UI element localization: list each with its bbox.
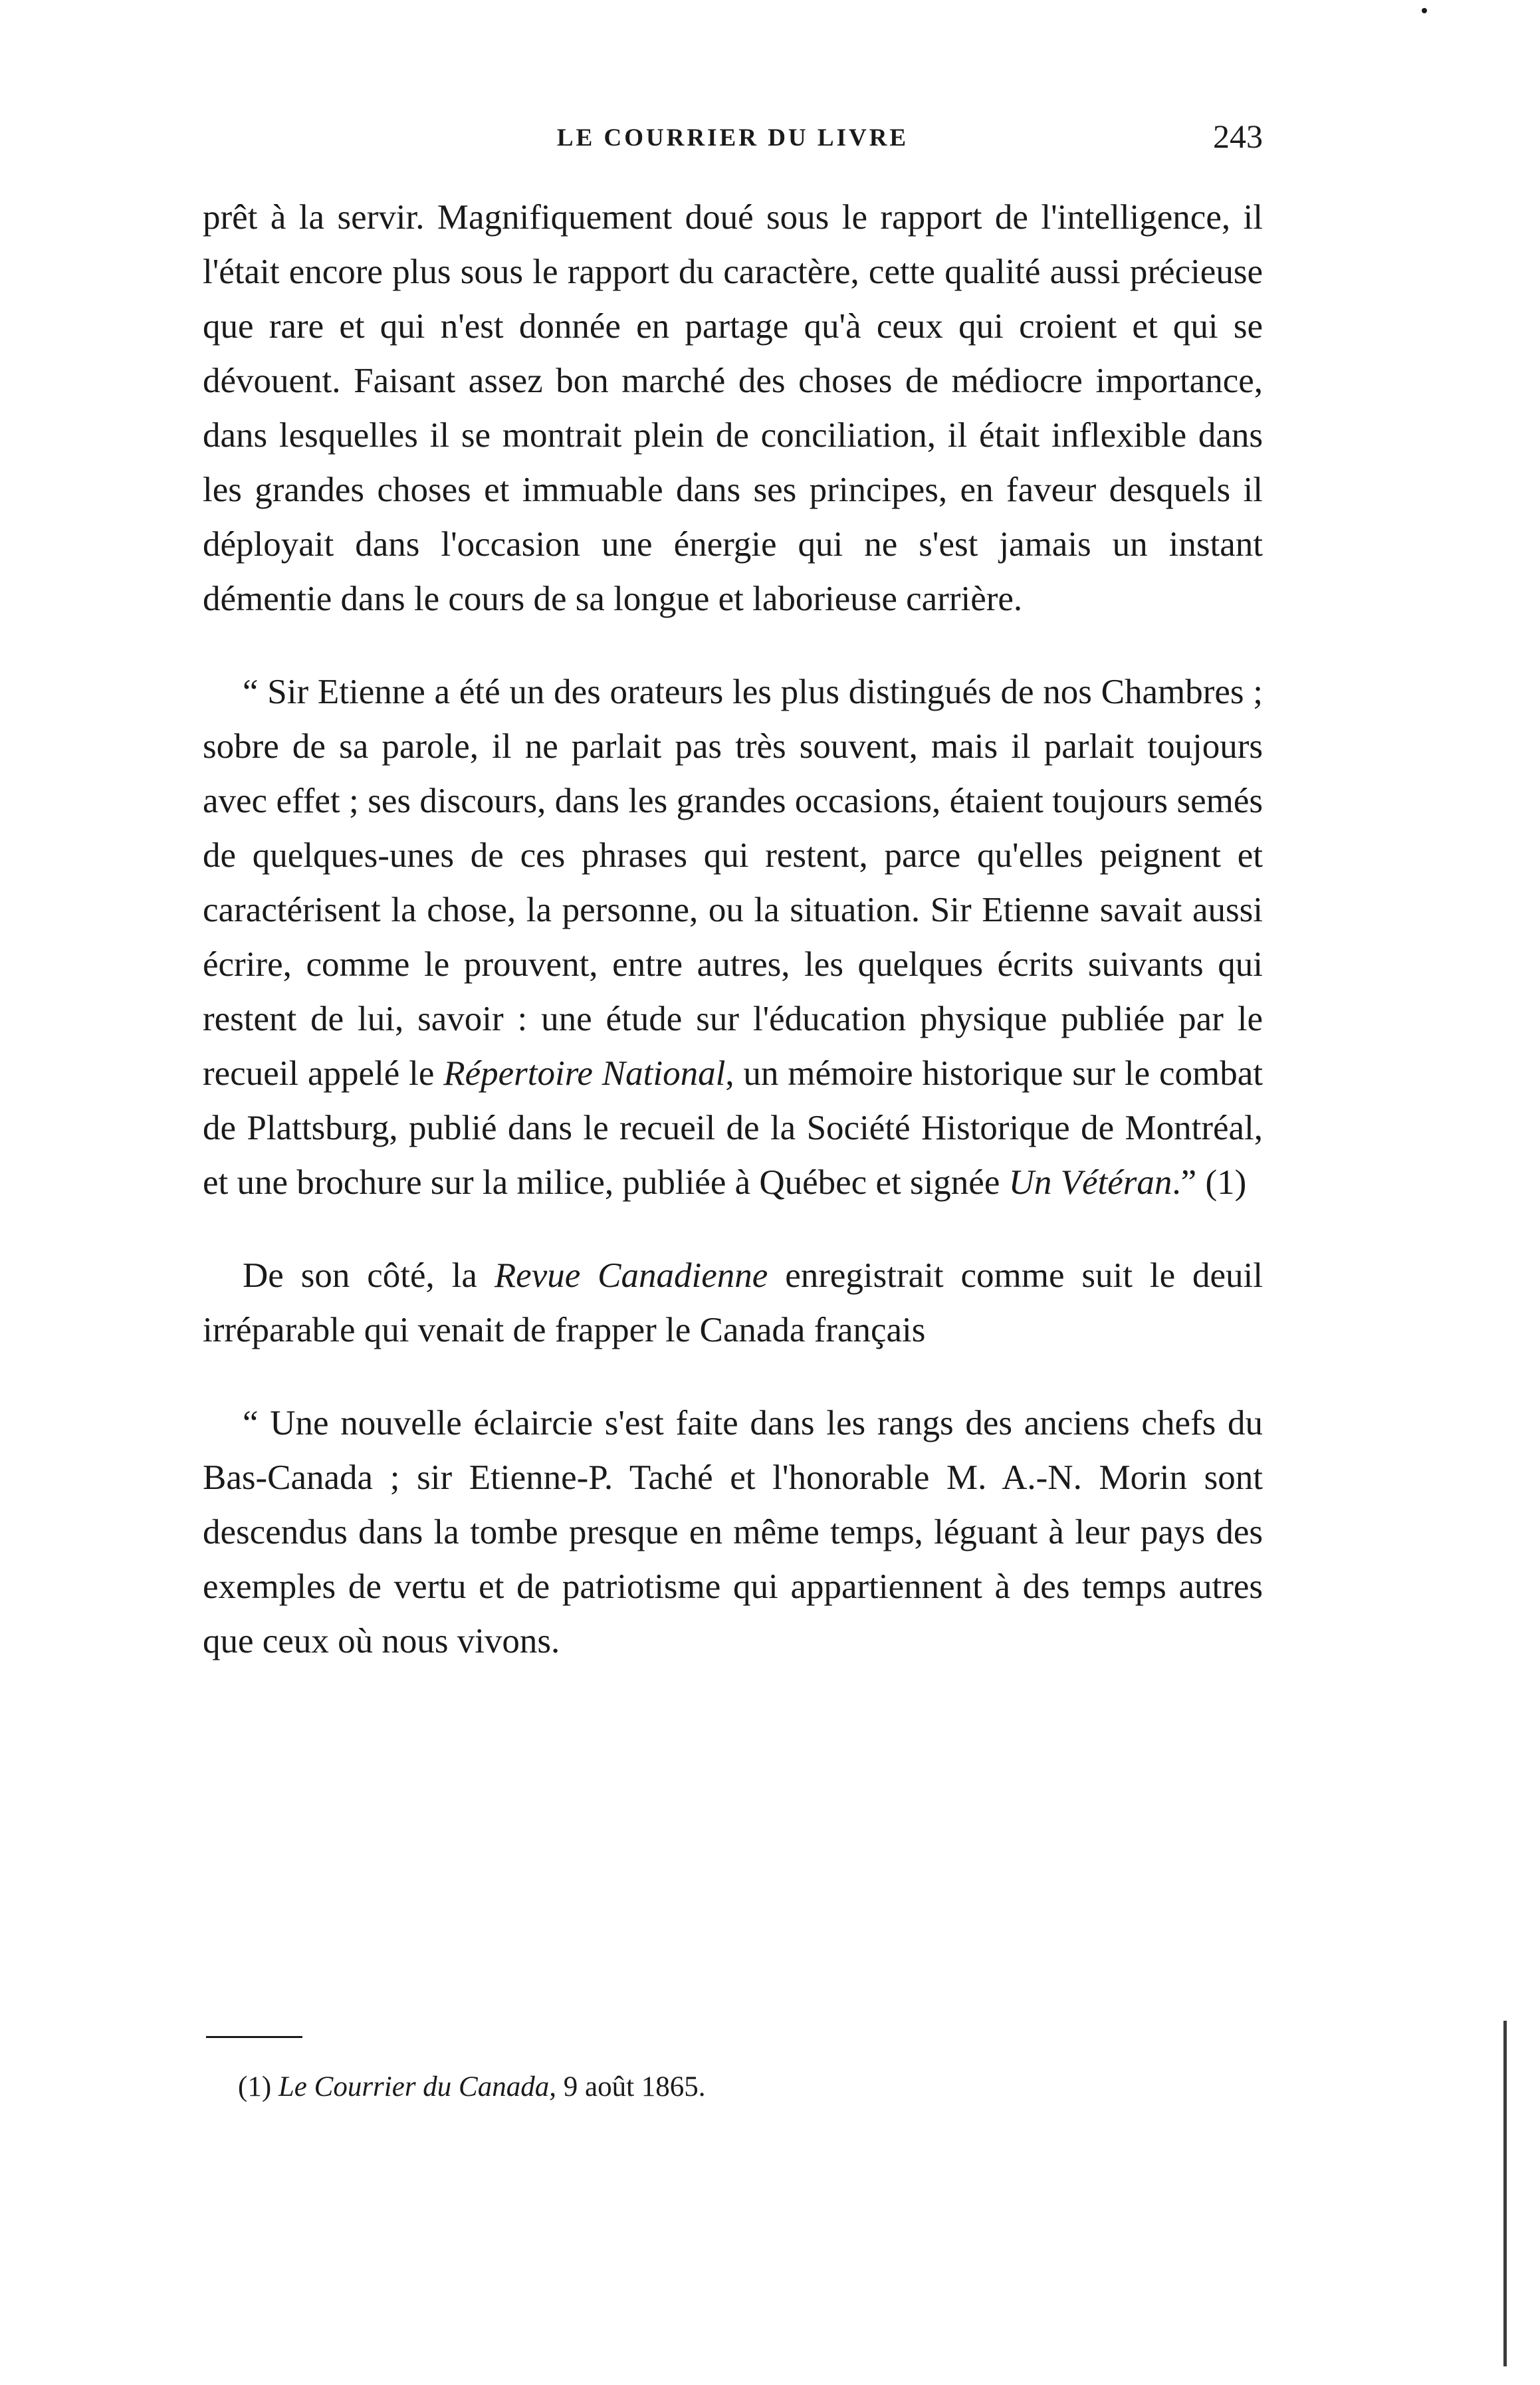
- italic-pseudonym: Un Vétéran: [1008, 1163, 1172, 1202]
- paragraph-text: , un mémoire historique sur le combat de Plattsburg, publié dans le recueil de la Société Historique de Montréal, et une brochure sur la milice, publiée à Québec et signée: [203, 1054, 1263, 1202]
- paragraph-text: enregistrait comme suit le deuil irréparable qui venait de frapper le Canada français: [203, 1256, 1263, 1349]
- footnote-marker: (1): [238, 2071, 272, 2102]
- body-text: [203, 190, 1263, 1668]
- paragraph-text: “ Une nouvelle éclaircie s'est faite dans les rangs des anciens chefs du Bas-Canada ; sir Etienne-P. Taché et l'honorable M. A.-N. Morin sont descendus dans la tombe presque en même temps, léguant à leur pays des exemples de vertu et de patriotisme qui appartiennent à des temps autres que ceux où nous vivons.: [203, 1404, 1263, 1660]
- paragraph-4-quote: [203, 1396, 1263, 1668]
- italic-title-revue: Revue Canadienne: [494, 1256, 768, 1295]
- paragraph-1: [203, 190, 1263, 626]
- scan-speck: [1422, 8, 1427, 13]
- footnote-date: 9 août 1865.: [563, 2071, 706, 2102]
- paragraph-text: .” (1): [1172, 1163, 1247, 1202]
- scan-edge-mark: [1503, 2021, 1507, 2366]
- paragraph-2-quote: [203, 665, 1263, 1210]
- page-number: 243: [1213, 118, 1263, 155]
- running-title: LE COURRIER DU LIVRE: [556, 124, 909, 152]
- paragraph-3: [203, 1248, 1263, 1357]
- footnote-source: Le Courrier du Canada,: [278, 2071, 556, 2102]
- italic-title-repertoire: Répertoire National: [443, 1054, 726, 1093]
- paragraph-text: prêt à la servir. Magnifiquement doué sous le rapport de l'intelligence, il l'était encore plus sous le rapport du caractère, cette qualité aussi précieuse que rare et qui n'est donnée en partage qu'à ceux qui croient et qui se dévouent. Faisant assez bon marché des choses de médiocre importance, dans lesquelles il se montrait plein de conciliation, il était inflexible dans les grandes choses et immuable dans ses principes, en faveur desquels il déployait dans l'occasion une énergie qui ne s'est jamais un instant démentie dans le cours de sa longue et laborieuse carrière.: [203, 198, 1263, 618]
- paragraph-text: “ Sir Etienne a été un des orateurs les plus distingués de nos Chambres ; sobre de sa parole, il ne parlait pas très souvent, mais il parlait toujours avec effet ; ses discours, dans les grandes occasions, étaient toujours semés de quelques-unes de ces phrases qui restent, parce qu'elles peignent et caractérisent la chose, la personne, ou la situation. Sir Etienne savait aussi écrire, comme le prouvent, entre autres, les quelques écrits suivants qui restent de lui, savoir : une étude sur l'éducation physique publiée par le recueil appelé le: [203, 673, 1263, 1093]
- running-head: [203, 117, 1263, 164]
- footnote: [238, 2069, 1235, 2106]
- footnote-rule: [206, 2036, 302, 2038]
- paragraph-text: De son côté, la: [243, 1256, 495, 1295]
